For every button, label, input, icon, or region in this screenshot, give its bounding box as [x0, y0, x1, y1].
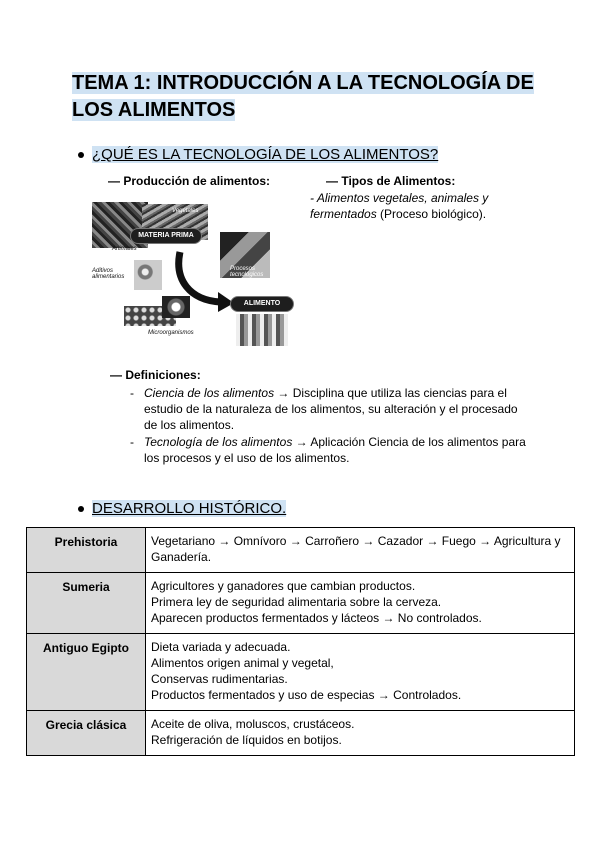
description-cell: Agricultores y ganadores que cambian productos. Primera ley de seguridad alimentaria sobre la cerveza. Aparecen productos fermentados y lácteos → No controlados.	[146, 573, 575, 634]
microorganismos-label: Microorganismos	[148, 330, 194, 336]
definiciones-label: — Definiciones:	[110, 368, 201, 382]
description-cell: Vegetariano → Omnívoro → Carroñero → Cazador → Fuego → Agricultura y Ganadería.	[146, 528, 575, 573]
materia-prima-pill: MATERIA PRIMA	[130, 228, 202, 244]
description-cell: Aceite de oliva, moluscos, crustáceos. Refrigeración de líquidos en botijos.	[146, 711, 575, 756]
definitions	[110, 367, 530, 467]
description-cell: Dieta variada y adecuada. Alimentos origen animal y vegetal, Conservas rudimentarias. Productos fermentados y uso de especias → Controlados.	[146, 634, 575, 711]
microorganismos-photo-2	[162, 296, 190, 318]
definition-item: - Tecnología de los alimentos → Aplicación Ciencia de los alimentos para los procesos y el uso de los alimentos.	[144, 434, 530, 466]
table-row	[27, 711, 575, 756]
animales-label: Animales	[112, 246, 137, 252]
aditivos-photo	[134, 260, 162, 290]
definitions-list	[110, 385, 530, 466]
period-cell: Sumeria	[27, 573, 146, 634]
aditivos-label: Aditivos alimentarios	[92, 268, 125, 280]
vegetales-label: Vegetales	[172, 208, 199, 214]
page-title: TEMA 1: INTRODUCCIÓN A LA TECNOLOGÍA DE LOS ALIMENTOS	[72, 72, 534, 121]
produccion-label: — Producción de alimentos:	[108, 174, 271, 188]
table-row	[27, 573, 575, 634]
definition-item: - Ciencia de los alimentos → Disciplina que utiliza las ciencias para el estudio de la naturaleza de los alimentos, su alteración y el procesado de los alimentos.	[144, 385, 530, 433]
procesos-label: Procesos tecnológicos	[230, 266, 264, 278]
historical-table	[26, 527, 575, 756]
tipos-description: - Alimentos vegetales, animales y fermentados (Proceso biológico).	[310, 191, 489, 221]
alimento-pill: ALIMENTO	[230, 296, 294, 312]
alimento-photo	[236, 314, 288, 346]
table-row	[27, 528, 575, 573]
bullet-icon	[78, 506, 84, 512]
period-cell: Grecia clásica	[27, 711, 146, 756]
bullet-icon	[78, 152, 84, 158]
table-row	[27, 634, 575, 711]
period-cell: Prehistoria	[27, 528, 146, 573]
section-heading-what-is: ¿QUÉ ES LA TECNOLOGÍA DE LOS ALIMENTOS?	[78, 146, 438, 163]
tipos-label: — Tipos de Alimentos:	[326, 174, 456, 188]
period-cell: Antiguo Egipto	[27, 634, 146, 711]
section-heading-historical: DESARROLLO HISTÓRICO.	[78, 500, 286, 517]
production-diagram	[90, 194, 300, 350]
